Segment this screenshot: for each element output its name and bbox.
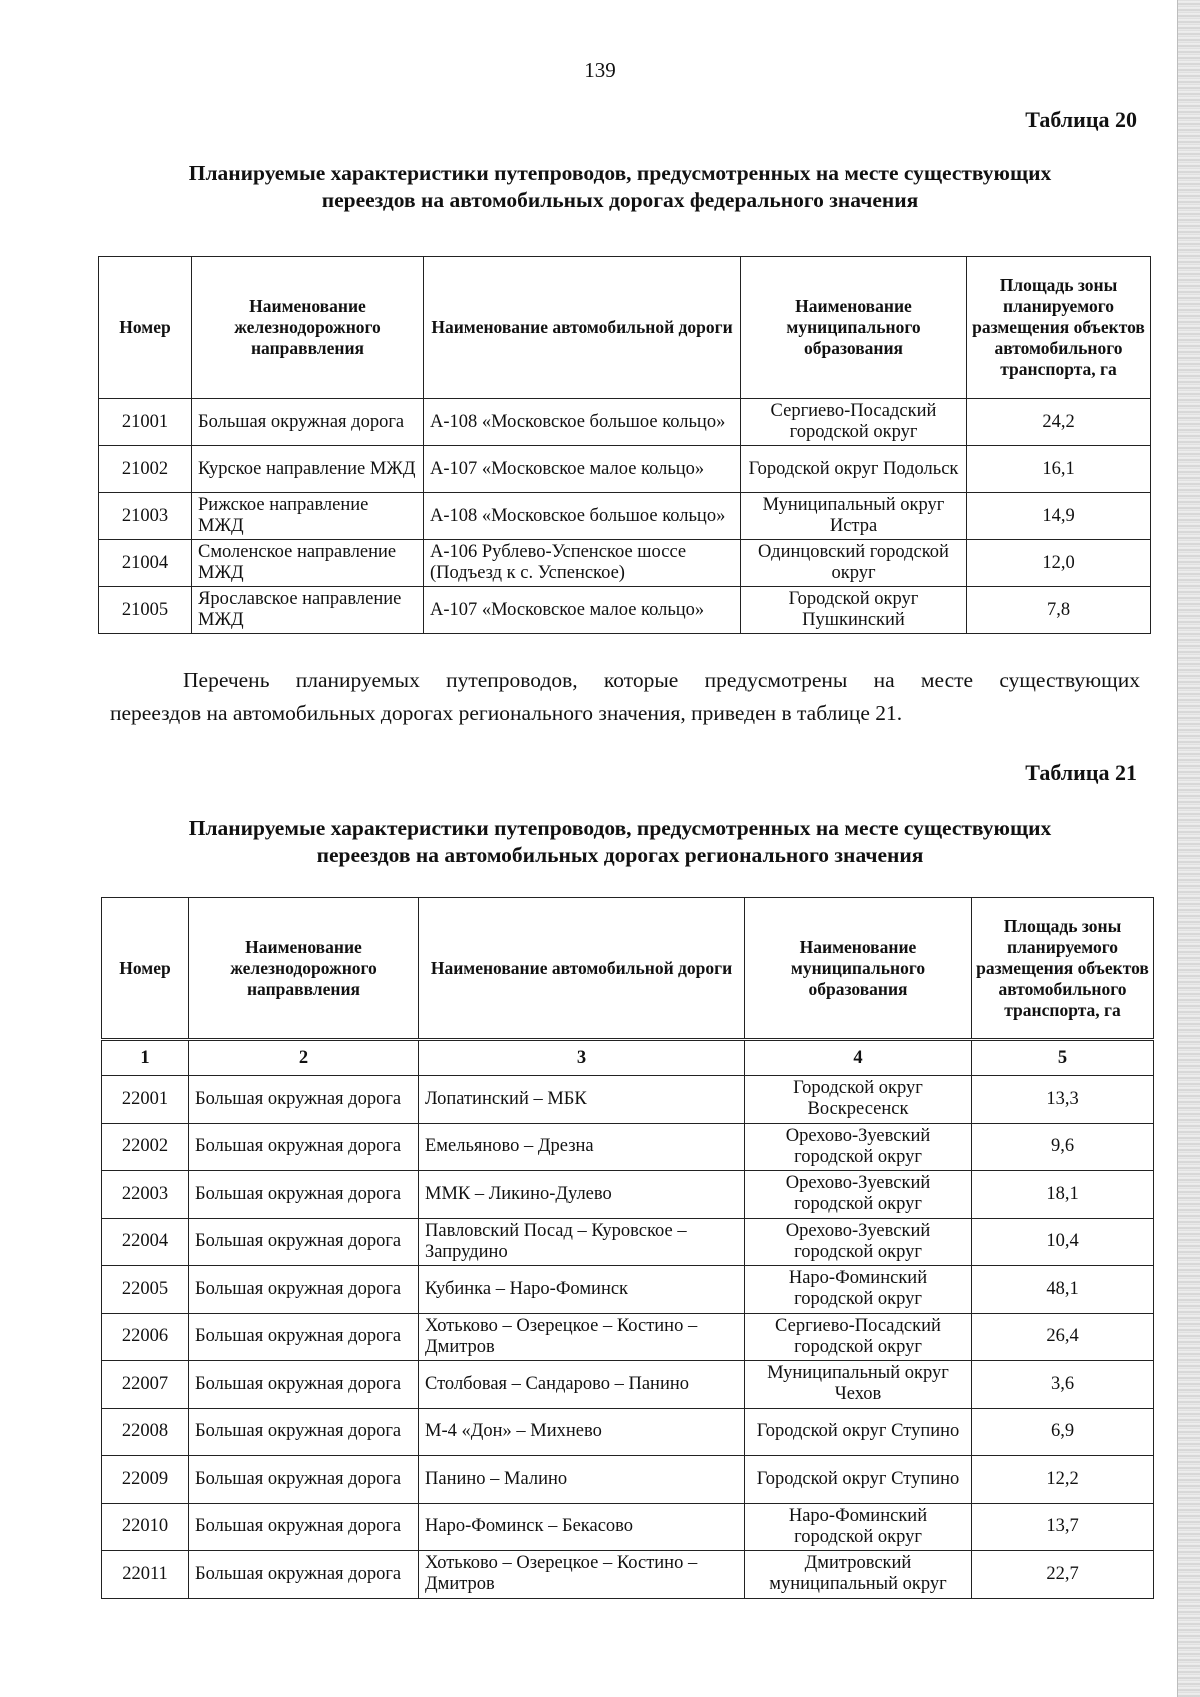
row-area: 14,9 (967, 493, 1151, 540)
row-railway: Большая окружная дорога (189, 1408, 419, 1456)
column-number: 3 (419, 1040, 745, 1076)
row-railway: Большая окружная дорога (189, 1266, 419, 1314)
row-municipality: Городской округ Пушкинский (741, 587, 967, 634)
row-number: 22009 (102, 1456, 189, 1504)
row-railway: Большая окружная дорога (189, 1503, 419, 1551)
row-municipality: Орехово-Зуевский городской округ (745, 1123, 972, 1171)
row-area: 12,2 (972, 1456, 1154, 1504)
row-municipality: Городской округ Ступино (745, 1408, 972, 1456)
table-row (102, 1313, 1154, 1361)
table-row (99, 540, 1151, 587)
table-20-header-row (99, 257, 1151, 399)
row-number: 21002 (99, 446, 192, 493)
row-municipality: Орехово-Зуевский городской округ (745, 1218, 972, 1266)
row-area: 10,4 (972, 1218, 1154, 1266)
table-21-label: Таблица 21 (1025, 760, 1137, 785)
row-area: 6,9 (972, 1408, 1154, 1456)
table-row (102, 1551, 1154, 1599)
row-road: М-4 «Дон» – Михнево (419, 1408, 745, 1456)
row-number: 21001 (99, 399, 192, 446)
header-area: Площадь зоны планируемого размещения объектов автомобильного транспорта, га (967, 257, 1151, 399)
column-number: 5 (972, 1040, 1154, 1076)
row-road: А-107 «Московское малое кольцо» (424, 587, 741, 634)
row-area: 22,7 (972, 1551, 1154, 1599)
row-area: 18,1 (972, 1171, 1154, 1219)
table-20 (98, 256, 1151, 634)
table-21-title (100, 815, 1140, 869)
paragraph-line1: Перечень планируемых путепроводов, которые предусмотрены на месте существующих (183, 668, 1140, 692)
table-row (102, 1503, 1154, 1551)
row-number: 21005 (99, 587, 192, 634)
row-railway: Большая окружная дорога (189, 1171, 419, 1219)
table-row (102, 1361, 1154, 1409)
row-municipality: Наро-Фоминский городской округ (745, 1503, 972, 1551)
row-railway: Большая окружная дорога (189, 1456, 419, 1504)
row-number: 22010 (102, 1503, 189, 1551)
row-municipality: Одинцовский городской округ (741, 540, 967, 587)
row-number: 22003 (102, 1171, 189, 1219)
row-railway: Рижское направление МЖД (192, 493, 424, 540)
table-21-title-line2: переездов на автомобильных дорогах регионального значения (316, 843, 924, 867)
row-municipality: Дмитровский муниципальный округ (745, 1551, 972, 1599)
row-number: 22001 (102, 1076, 189, 1124)
table-21 (101, 897, 1154, 1599)
row-municipality: Сергиево-Посадский городской округ (741, 399, 967, 446)
row-number: 22002 (102, 1123, 189, 1171)
paragraph-line2: переездов на автомобильных дорогах регионального значения, приведен в таблице 21. (110, 701, 903, 725)
table-row (102, 1266, 1154, 1314)
header-municipality: Наименование муниципального образования (741, 257, 967, 399)
row-municipality: Сергиево-Посадский городской округ (745, 1313, 972, 1361)
table-20-label: Таблица 20 (1025, 107, 1137, 132)
row-railway: Ярославское направление МЖД (192, 587, 424, 634)
table-row (102, 1076, 1154, 1124)
row-number: 22011 (102, 1551, 189, 1599)
header-road: Наименование автомобильной дороги (419, 898, 745, 1040)
row-area: 24,2 (967, 399, 1151, 446)
row-number: 22006 (102, 1313, 189, 1361)
table-20-title-line1: Планируемые характеристики путепроводов, предусмотренных на месте существующих (188, 161, 1052, 185)
row-area: 13,3 (972, 1076, 1154, 1124)
row-number: 22007 (102, 1361, 189, 1409)
table-21-header-row (102, 898, 1154, 1040)
row-area: 26,4 (972, 1313, 1154, 1361)
table-21-body (102, 1040, 1154, 1599)
row-area: 3,6 (972, 1361, 1154, 1409)
table-row (99, 587, 1151, 634)
table-row (102, 1408, 1154, 1456)
table-row (99, 399, 1151, 446)
header-road: Наименование автомобильной дороги (424, 257, 741, 399)
row-area: 16,1 (967, 446, 1151, 493)
header-number: Номер (102, 898, 189, 1040)
row-road: Столбовая – Сандарово – Панино (419, 1361, 745, 1409)
table-row (102, 1171, 1154, 1219)
row-road: Павловский Посад – Куровское – Запрудино (419, 1218, 745, 1266)
row-area: 7,8 (967, 587, 1151, 634)
row-railway: Большая окружная дорога (192, 399, 424, 446)
header-area: Площадь зоны планируемого размещения объектов автомобильного транспорта, га (972, 898, 1154, 1040)
row-number: 22004 (102, 1218, 189, 1266)
header-number: Номер (99, 257, 192, 399)
row-area: 12,0 (967, 540, 1151, 587)
page-number: 139 (584, 58, 616, 82)
row-municipality: Муниципальный округ Истра (741, 493, 967, 540)
row-area: 13,7 (972, 1503, 1154, 1551)
row-road: Хотьково – Озерецкое – Костино – Дмитров (419, 1313, 745, 1361)
row-railway: Смоленское направление МЖД (192, 540, 424, 587)
row-railway: Большая окружная дорога (189, 1076, 419, 1124)
row-municipality: Городской округ Ступино (745, 1456, 972, 1504)
row-area: 9,6 (972, 1123, 1154, 1171)
row-road: Хотьково – Озерецкое – Костино – Дмитров (419, 1551, 745, 1599)
column-number-row (102, 1040, 1154, 1076)
row-railway: Большая окружная дорога (189, 1361, 419, 1409)
row-number: 21004 (99, 540, 192, 587)
scan-edge (1177, 0, 1200, 1697)
row-municipality: Городской округ Воскресенск (745, 1076, 972, 1124)
table-row (102, 1218, 1154, 1266)
row-road: А-108 «Московское большое кольцо» (424, 399, 741, 446)
row-railway: Большая окружная дорога (189, 1551, 419, 1599)
header-municipality: Наименование муниципального образования (745, 898, 972, 1040)
row-area: 48,1 (972, 1266, 1154, 1314)
header-railway: Наименование железнодорожного направвления (192, 257, 424, 399)
column-number: 4 (745, 1040, 972, 1076)
table-20-title-line2: переездов на автомобильных дорогах федерального значения (321, 188, 919, 212)
row-municipality: Муниципальный округ Чехов (745, 1361, 972, 1409)
row-road: А-107 «Московское малое кольцо» (424, 446, 741, 493)
paragraph (110, 664, 1140, 730)
row-road: Панино – Малино (419, 1456, 745, 1504)
header-railway: Наименование железнодорожного направвления (189, 898, 419, 1040)
table-20-title (100, 160, 1140, 214)
table-row (102, 1456, 1154, 1504)
row-road: Лопатинский – МБК (419, 1076, 745, 1124)
row-municipality: Наро-Фоминский городской округ (745, 1266, 972, 1314)
row-municipality: Городской округ Подольск (741, 446, 967, 493)
column-number: 2 (189, 1040, 419, 1076)
row-road: ММК – Ликино-Дулево (419, 1171, 745, 1219)
row-road: А-106 Рублево-Успенское шоссе (Подъезд к с. Успенское) (424, 540, 741, 587)
row-railway: Курское направление МЖД (192, 446, 424, 493)
row-railway: Большая окружная дорога (189, 1218, 419, 1266)
row-number: 22005 (102, 1266, 189, 1314)
table-row (99, 446, 1151, 493)
row-road: А-108 «Московское большое кольцо» (424, 493, 741, 540)
table-20-body (99, 399, 1151, 634)
row-number: 22008 (102, 1408, 189, 1456)
row-road: Наро-Фоминск – Бекасово (419, 1503, 745, 1551)
row-road: Емельяново – Дрезна (419, 1123, 745, 1171)
row-road: Кубинка – Наро-Фоминск (419, 1266, 745, 1314)
table-21-title-line1: Планируемые характеристики путепроводов, предусмотренных на месте существующих (188, 816, 1052, 840)
table-row (99, 493, 1151, 540)
row-municipality: Орехово-Зуевский городской округ (745, 1171, 972, 1219)
column-number: 1 (102, 1040, 189, 1076)
row-number: 21003 (99, 493, 192, 540)
table-row (102, 1123, 1154, 1171)
row-railway: Большая окружная дорога (189, 1123, 419, 1171)
row-railway: Большая окружная дорога (189, 1313, 419, 1361)
